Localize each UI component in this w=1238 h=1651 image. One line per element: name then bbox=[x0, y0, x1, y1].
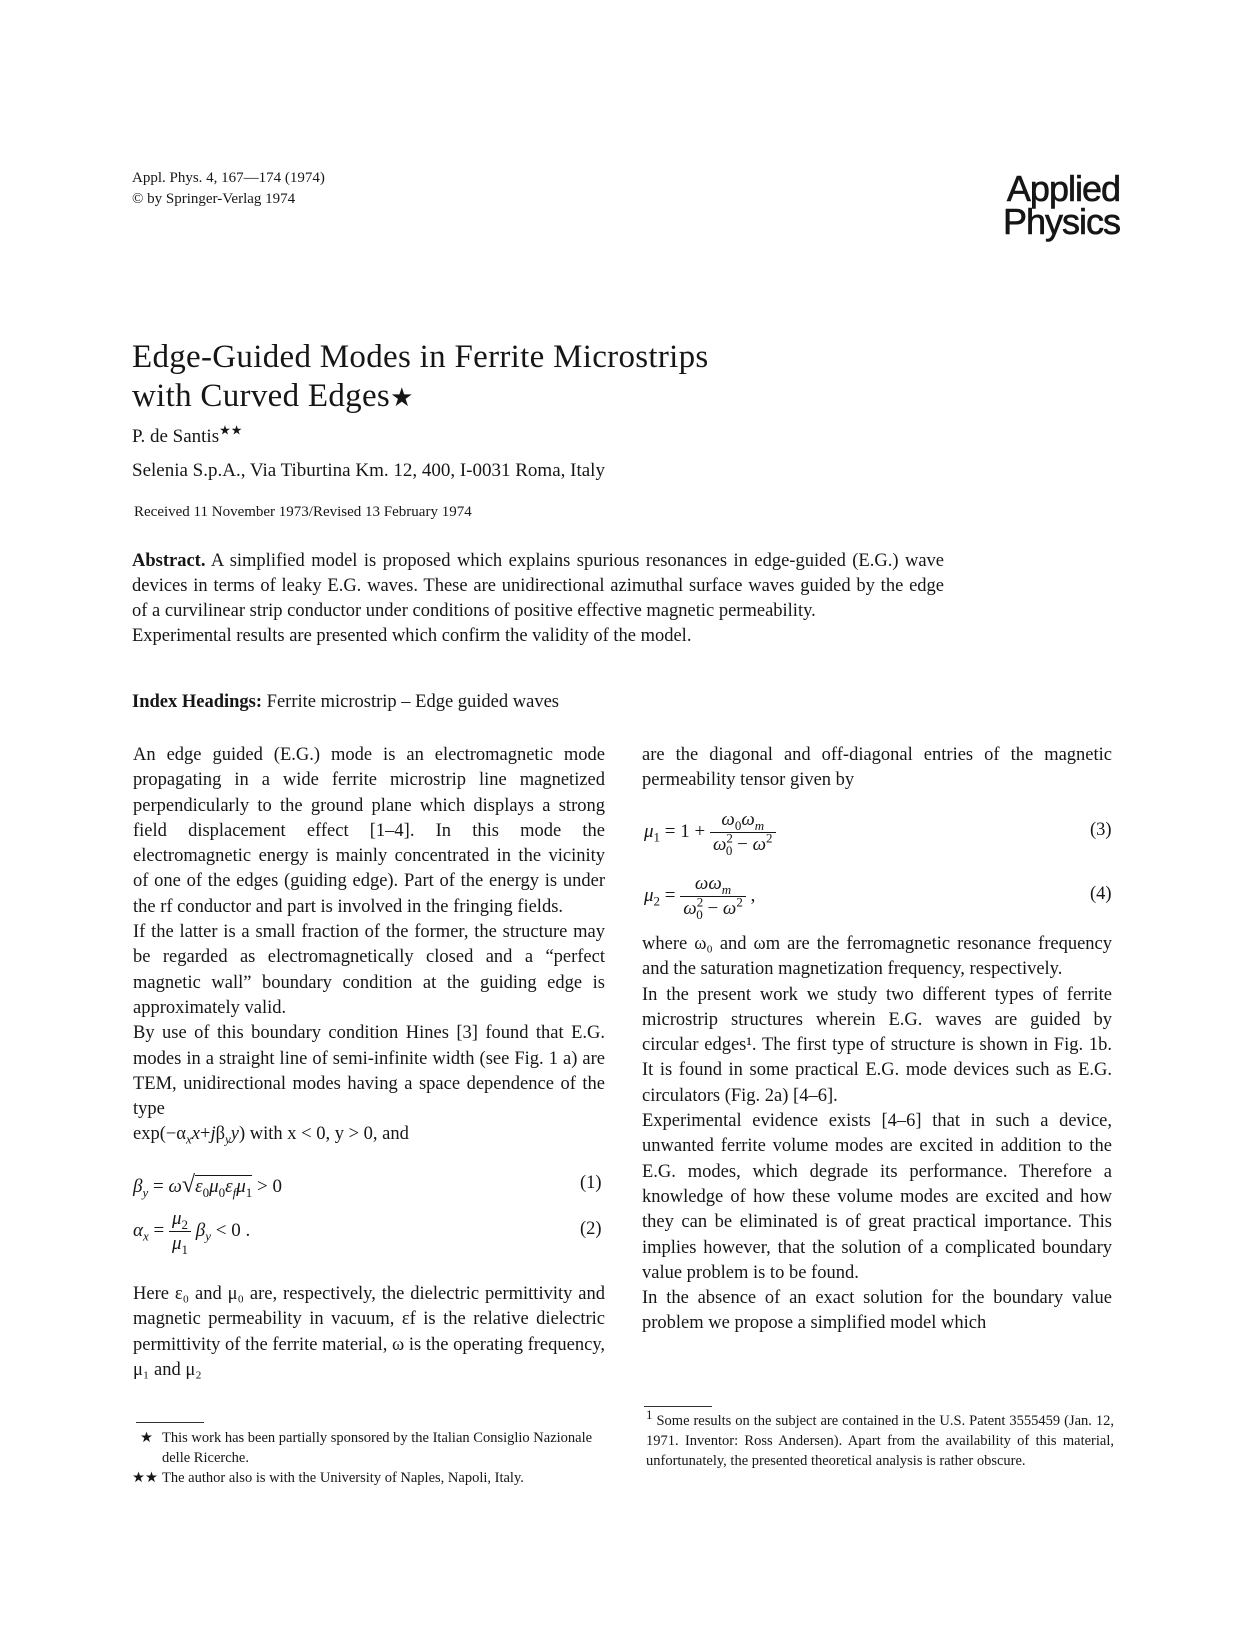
left-column bbox=[133, 743, 605, 1148]
equation-number: (4) bbox=[1090, 884, 1112, 904]
title-line: Edge-Guided Modes in Ferrite Microstrips bbox=[132, 339, 709, 375]
index-headings bbox=[132, 690, 559, 714]
footnote-text: Some results on the subject are contained in the U.S. Patent 3555459 (Jan. 12, 1971. Inventor: Ross Andersen). Apart from the availability of this material, unfortunately, the presented theoretical analysis is rather obscure. bbox=[646, 1413, 1114, 1469]
right-column-continued bbox=[642, 932, 1112, 1337]
paragraph: Here ε₀ and μ₀ are, respectively, the dielectric permittivity and magnetic permeability in vacuum, εf is the relative dielectric permittivity of the ferrite material, ω is the operating frequency, μ₁ and μ₂ bbox=[133, 1284, 605, 1380]
abstract bbox=[132, 549, 944, 649]
title-line: with Curved Edges bbox=[132, 378, 391, 414]
paragraph-expression: $\exp(-\alpha_xx+j\beta_yy)$ with x < 0, y > 0, and bbox=[133, 1124, 409, 1148]
expression-text: exp(−α bbox=[133, 1124, 186, 1145]
footnote-text: This work has been partially sponsored by the Italian Consiglio Nazionale delle Ricerche. bbox=[162, 1430, 593, 1466]
article-title bbox=[132, 338, 852, 417]
title-footnote-mark: ★ bbox=[390, 383, 414, 412]
index-headings-text: Ferrite microstrip – Edge guided waves bbox=[262, 692, 559, 712]
equation-number: (1) bbox=[580, 1173, 602, 1193]
abstract-text: A simplified model is proposed which explains spurious resonances in edge-guided (E.G.) wave devices in terms of leaky E.G. waves. These are unidirectional azimuthal surface waves guided by the edge of a curvilinear strip conductor under conditions of positive effective magnetic permeability. bbox=[132, 551, 944, 621]
citation-line: Appl. Phys. 4, 167—174 (1974) bbox=[132, 170, 325, 186]
left-column-continued bbox=[133, 1282, 605, 1383]
expression-tail: with x < 0, y > 0, and bbox=[245, 1124, 409, 1145]
paragraph: are the diagonal and off-diagonal entries of the magnetic permeability tensor given by bbox=[642, 745, 1112, 791]
author-line bbox=[132, 422, 243, 449]
paragraph: An edge guided (E.G.) mode is an electromagnetic mode propagating in a wide ferrite microstrip line magnetized perpendicularly to the ground plane which displays a strong field displacement effect [1–4]. In this mode the electromagnetic energy is mainly concentrated in the vicinity of one of the edges (guiding edge). Part of the energy is under the rf conductor and part is involved in the fringing fields. bbox=[133, 745, 605, 917]
paragraph: By use of this boundary condition Hines [3] found that E.G. modes in a straight line of semi-infinite width (see Fig. 1 a) are TEM, unidirectional modes having a space dependence of the type bbox=[133, 1023, 605, 1120]
footnote-right bbox=[646, 1407, 1114, 1471]
equation-number: (2) bbox=[580, 1219, 602, 1239]
received-date: Received 11 November 1973/Revised 13 February 1974 bbox=[134, 504, 472, 520]
equation-4: $\mu_2$ = $\frac{\omega\omega_m}{\omega^2_0 - \omega^2}$ , bbox=[644, 873, 756, 922]
journal-logo bbox=[930, 168, 1120, 242]
copyright-line: © by Springer-Verlag 1974 bbox=[132, 191, 296, 207]
journal-citation bbox=[132, 168, 325, 210]
abstract-text-2: Experimental results are presented which confirm the validity of the model. bbox=[132, 626, 692, 646]
journal-logo-line: Applied bbox=[1006, 168, 1120, 209]
paragraph: where ω₀ and ωm are the ferromagnetic resonance frequency and the saturation magnetization frequency, respectively. bbox=[642, 934, 1112, 980]
footnotes-left bbox=[132, 1428, 610, 1488]
journal-logo-line: Physics bbox=[1002, 201, 1120, 242]
equation-2: $\alpha_x$ = $\frac{\mu_2}{\mu_1}$ $\beta_y < 0$ . bbox=[133, 1208, 251, 1257]
affiliation: Selenia S.p.A., Via Tiburtina Km. 12, 400, I-0031 Roma, Italy bbox=[132, 460, 605, 481]
paragraph: Experimental evidence exists [4–6] that in such a device, unwanted ferrite volume modes are excited in addition to the E.G. modes, which degrade its performance. Therefore a knowledge of how these volume modes are excited and how they can be eliminated is of great practical importance. This implies however, that the solution of a complicated boundary value problem is to be found. bbox=[642, 1111, 1112, 1283]
paragraph: If the latter is a small fraction of the former, the structure may be regarded as electromagnetically closed and a “perfect magnetic wall” boundary condition at the guiding edge is approximately valid. bbox=[133, 922, 605, 1018]
paragraph: In the present work we study two different types of ferrite microstrip structures wherein E.G. waves are guided by circular edges¹. The first type of structure is shown in Fig. 1b. It is found in some practical E.G. mode devices such as E.G. circulators (Fig. 2a) [4–6]. bbox=[642, 984, 1112, 1106]
index-headings-label: Index Headings: bbox=[132, 692, 263, 712]
footnote-text: The author also is with the University of Naples, Napoli, Italy. bbox=[162, 1470, 524, 1486]
author-footnote-mark: ★★ bbox=[219, 422, 243, 438]
paragraph: In the absence of an exact solution for the boundary value problem we propose a simplified model which bbox=[642, 1288, 1112, 1334]
abstract-label: Abstract. bbox=[132, 551, 206, 571]
footnote-rule bbox=[136, 1422, 204, 1423]
footnote-mark: 1 bbox=[646, 1407, 653, 1423]
equation-number: (3) bbox=[1090, 820, 1112, 840]
footnote-mark: ★ bbox=[140, 1430, 153, 1446]
equation-1: $\beta_y = \omega√\varepsilon_0\mu_0\varepsilon_f\mu_1 > 0$ bbox=[133, 1172, 282, 1200]
footnote-mark: ★★ bbox=[132, 1470, 158, 1486]
right-column bbox=[642, 743, 1112, 794]
author-name: P. de Santis bbox=[132, 426, 220, 447]
equation-3: $\mu_1 = 1$ + $\frac{\omega_0\omega_m}{\omega^2_0 - \omega^2}$ bbox=[644, 808, 776, 857]
footnote-rule bbox=[644, 1406, 712, 1407]
